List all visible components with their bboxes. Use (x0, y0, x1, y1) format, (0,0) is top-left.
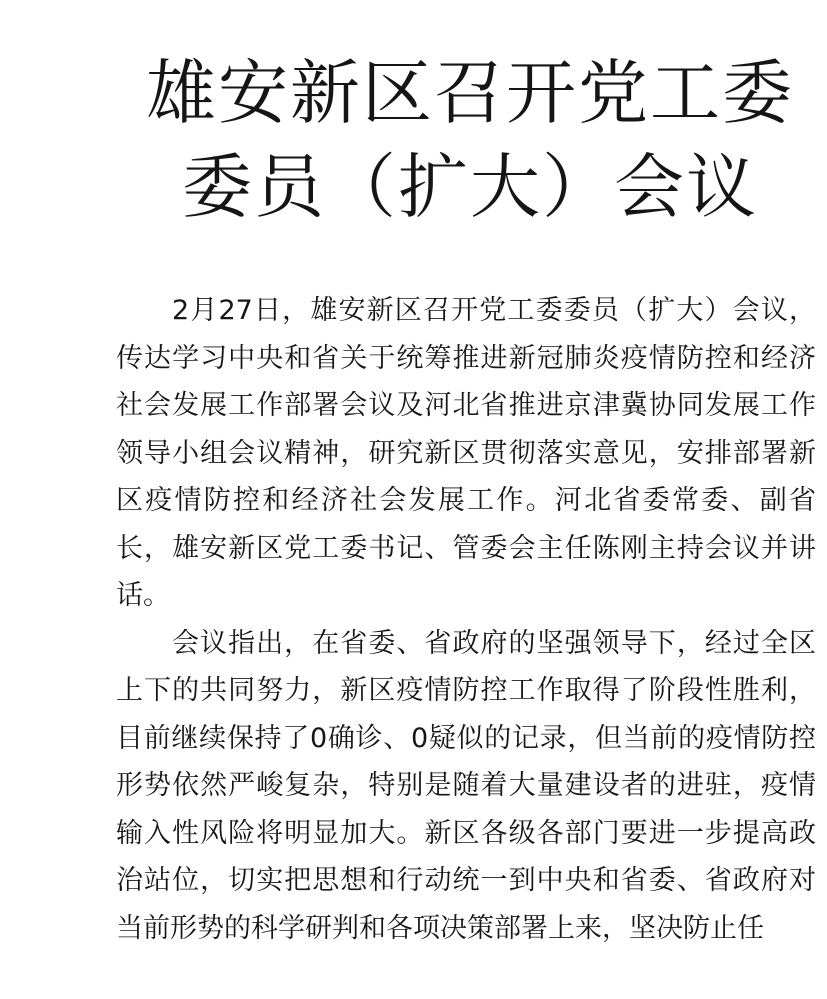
title-line-1: 雄安新区召开党工委 (146, 52, 794, 134)
article-body (116, 287, 816, 952)
paragraph-1: 2月27日，雄安新区召开党工委委员（扩大）会议，传达学习中央和省关于统筹推进新冠肺炎疫情防控和经济社会发展工作部署会议及河北省推进京津冀协同发展工作领导小组会议精神，研究新区贯彻落实意见，安排部署新区疫情防控和经济社会发展工作。河北省委常委、副省长，雄安新区党工委书记、管委会主任陈刚主持会议并讲话。 (116, 295, 816, 611)
paragraph-2: 会议指出，在省委、省政府的坚强领导下，经过全区上下的共同努力，新区疫情防控工作取得了阶段性胜利，目前继续保持了0确诊、0疑似的记录，但当前的疫情防控形势依然严峻复杂，特别是随着大量建设者的进驻，疫情输入性风险将明显加大。新区各级各部门要进一步提高政治站位，切实把思想和行动统一到中央和省委、省政府对当前形势的科学研判和各项决策部署上来，坚决防止任 (116, 627, 816, 944)
title-line-2: 委员（扩大）会议 (182, 146, 758, 228)
article-title (0, 46, 827, 234)
